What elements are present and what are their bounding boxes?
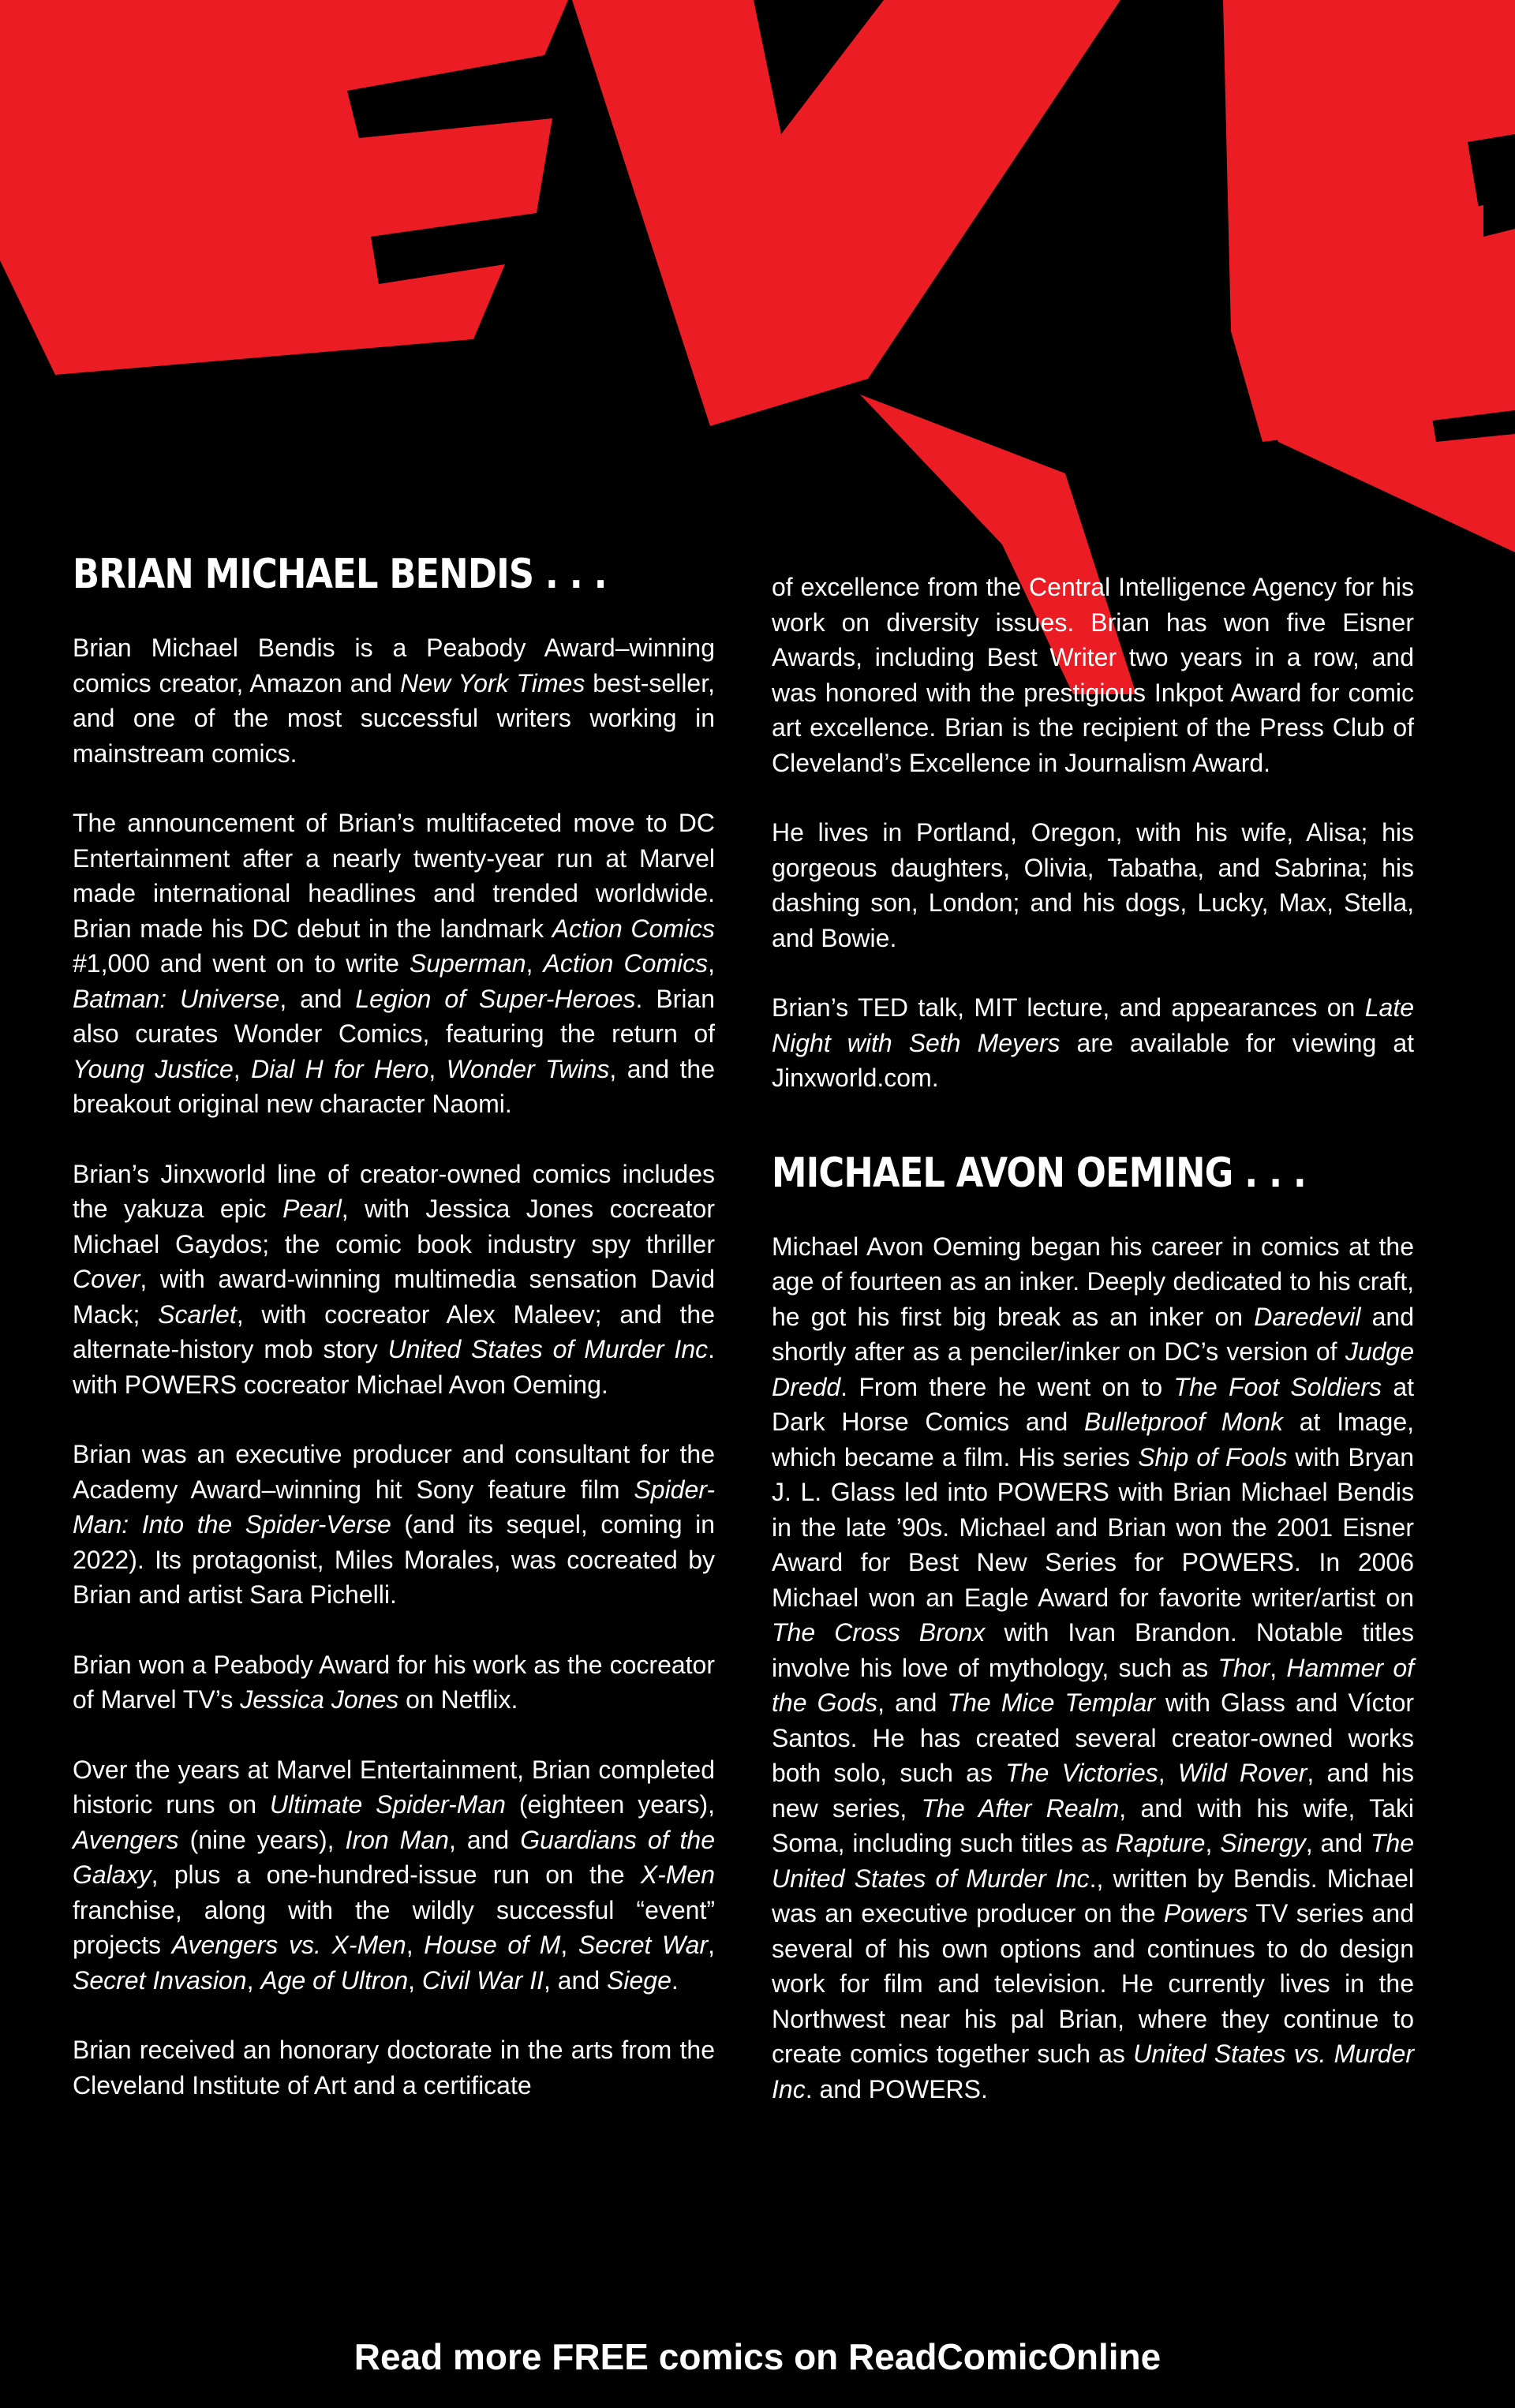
italic-title: Sinergy xyxy=(1220,1829,1306,1858)
italic-title: The United States of Murder Inc xyxy=(772,1829,1415,1893)
italic-title: The Mice Templar xyxy=(947,1688,1155,1718)
italic-title: Judge Dredd xyxy=(772,1337,1414,1401)
italic-title: Thor xyxy=(1218,1653,1270,1682)
italic-title: Action Comics xyxy=(552,914,716,943)
italic-title: Wild Rover xyxy=(1177,1759,1307,1788)
italic-title: X-Men xyxy=(640,1860,715,1890)
italic-title: Secret Invasion xyxy=(73,1965,247,1995)
italic-title: Scarlet xyxy=(158,1299,237,1329)
bendis-paragraph: Brian’s Jinxworld line of creator-owned comics includes the yakuza epic Pearl, with Jessica Jones cocreator Michael Gaydos; the comic book industry spy thriller Cover, with award-winning multimedia sensation David Mack; Scarlet, with cocreator Alex Maleev; and the alternate-history mob story United States of Murder Inc. with POWERS cocreator Michael Avon Oeming. xyxy=(73,1159,716,1399)
oeming-biography xyxy=(772,1229,1414,2107)
bendis-biography xyxy=(73,630,715,2103)
italic-title: Secret War xyxy=(578,1931,709,1960)
italic-title: The Victories xyxy=(1005,1759,1158,1788)
italic-title: Guardians of the Galaxy xyxy=(73,1825,716,1890)
italic-title: The Cross Bronx xyxy=(772,1618,986,1647)
italic-title: Bulletproof Monk xyxy=(1084,1408,1283,1437)
italic-title: Siege xyxy=(607,1965,671,1995)
right-column xyxy=(772,570,1414,2141)
italic-title: Avengers vs. X-Men xyxy=(171,1931,406,1960)
italic-title: Daredevil xyxy=(1254,1302,1361,1331)
bendis-paragraph: Brian won a Peabody Award for his work as the cocreator of Marvel TV’s Jessica Jones on Netflix. xyxy=(73,1650,715,1714)
italic-title: Jessica Jones xyxy=(240,1685,399,1714)
italic-title: Late Night with Seth Meyers xyxy=(772,993,1414,1057)
bendis-paragraph: He lives in Portland, Oregon, with his wife, Alisa; his gorgeous daughters, Olivia, Tabatha, and Sabrina; his dashing son, London; and his dogs, Lucky, Max, Stella, and Bowie. xyxy=(772,818,1414,952)
italic-title: United States of Murder Inc xyxy=(387,1335,709,1364)
bendis-paragraph: Brian was an executive producer and consultant for the Academy Award–winning hit Sony feature film Spider-Man: Into the Spider-Verse (and its sequel, coming in 2022). Its protagonist, Miles Morales, was cocreated by Brian and artist Sara Pichelli. xyxy=(73,1440,716,1610)
oeming-heading: MICHAEL AVON OEMING . . . xyxy=(772,1149,1307,1197)
bendis-paragraph: Brian received an honorary doctorate in the arts from the Cleveland Institute of Art and a certificate xyxy=(73,2036,715,2100)
bendis-paragraph: The announcement of Brian’s multifaceted move to DC Entertainment after a nearly twenty-year run at Marvel made international headlines and trended worldwide. Brian made his DC debut in the landmark Action Comics #1,000 and went on to write Superman, Action Comics, Batman: Universe, and Legion of Super-Heroes. Brian also curates Wonder Comics, featuring the return of Young Justice, Dial H for Hero, Wonder Twins, and the breakout original new character Naomi. xyxy=(73,809,716,1119)
italic-title: Pearl xyxy=(282,1195,342,1224)
red-letter-v xyxy=(572,0,1120,426)
italic-title: Dial H for Hero xyxy=(251,1054,429,1083)
bendis-biography-continued xyxy=(772,570,1414,1096)
red-letter-e xyxy=(0,0,568,375)
italic-title: Powers xyxy=(1163,1899,1248,1928)
italic-title: The Foot Soldiers xyxy=(1173,1372,1382,1401)
oeming-paragraph: Michael Avon Oeming began his career in comics at the age of fourteen as an inker. Deeply dedicated to his craft, he got his first big break as an inker on Daredevil and shortly after as a penciler/inker on DC’s version of Judge Dredd. From there he went on to The Foot Soldiers at Dark Horse Comics and Bulletproof Monk at Image, which became a film. His series Ship of Fools with Bryan J. L. Glass led into POWERS with Brian Michael Bendis in the late ’90s. Michael and Brian won the 2001 Eisner Award for Best New Series for POWERS. In 2006 Michael won an Eagle Award for favorite writer/artist on The Cross Bronx with Ivan Brandon. Notable titles involve his love of mythology, such as Thor, Hammer of the Gods, and The Mice Templar with Glass and Víctor Santos. He has created several creator-owned works both solo, such as The Victories, Wild Rover, and his new series, The After Realm, and with his wife, Taki Soma, including such titles as Rapture, Sinergy, and The United States of Murder Inc., written by Bendis. Michael was an executive producer on the Powers TV series and several of his own options and continues to do design work for film and television. He currently lives in the Northwest near his pal Brian, where they continue to create comics together such as United States vs. Murder Inc. and POWERS. xyxy=(772,1232,1415,2103)
italic-title: Age of Ultron xyxy=(260,1965,409,1995)
italic-title: Iron Man xyxy=(345,1825,449,1854)
italic-title: Spider-Man: Into the Spider-Verse xyxy=(73,1475,715,1539)
italic-title: Superman xyxy=(409,949,526,978)
italic-title: The After Realm xyxy=(921,1793,1120,1823)
italic-title: Avengers xyxy=(73,1825,179,1854)
bendis-paragraph: of excellence from the Central Intelligence Agency for his work on diversity issues. Brian has won five Eisner Awards, including Best Writer two years in a row, and was honored with the prestigious Inkpot Award for comic art excellence. Brian is the recipient of the Press Club of Cleveland’s Excellence in Journalism Award. xyxy=(772,573,1414,777)
bendis-paragraph: Over the years at Marvel Entertainment, Brian completed historic runs on Ultimate Spider-Man (eighteen years), Avengers (nine years), Iron Man, and Guardians of the Galaxy, plus a one-hundred-issue run on the X-Men franchise, along with the wildly successful “event” projects Avengers vs. X-Men, House of M, Secret War, Secret Invasion, Age of Ultron, Civil War II, and Siege. xyxy=(73,1755,716,1995)
italic-title: Batman: Universe xyxy=(73,984,280,1013)
bendis-paragraph: Brian’s TED talk, MIT lecture, and appearances on Late Night with Seth Meyers are available for viewing at Jinxworld.com. xyxy=(772,993,1415,1092)
italic-title: New York Times xyxy=(400,668,585,697)
italic-title: Hammer of the Gods xyxy=(772,1653,1415,1718)
italic-title: Wonder Twins xyxy=(446,1054,610,1083)
left-column xyxy=(73,552,715,2137)
italic-title: Civil War II xyxy=(421,1965,544,1995)
italic-title: House of M xyxy=(424,1931,561,1960)
italic-title: Ultimate Spider-Man xyxy=(269,1790,506,1819)
italic-title: Young Justice xyxy=(73,1054,234,1083)
italic-title: Ship of Fools xyxy=(1138,1442,1288,1471)
italic-title: Cover xyxy=(73,1265,140,1294)
italic-title: Action Comics xyxy=(543,949,709,978)
italic-title: Rapture xyxy=(1115,1829,1206,1858)
bendis-heading: BRIAN MICHAEL BENDIS . . . xyxy=(73,551,607,598)
bendis-paragraph: Brian Michael Bendis is a Peabody Award–winning comics creator, Amazon and New York Times best-seller, and one of the most successful writers working in mainstream comics. xyxy=(73,634,715,768)
footer-promo-text: Read more FREE comics on ReadComicOnline xyxy=(354,2336,1162,2377)
italic-title: Legion of Super-Heroes xyxy=(355,984,636,1013)
italic-title: United States vs. Murder Inc xyxy=(772,2040,1415,2103)
